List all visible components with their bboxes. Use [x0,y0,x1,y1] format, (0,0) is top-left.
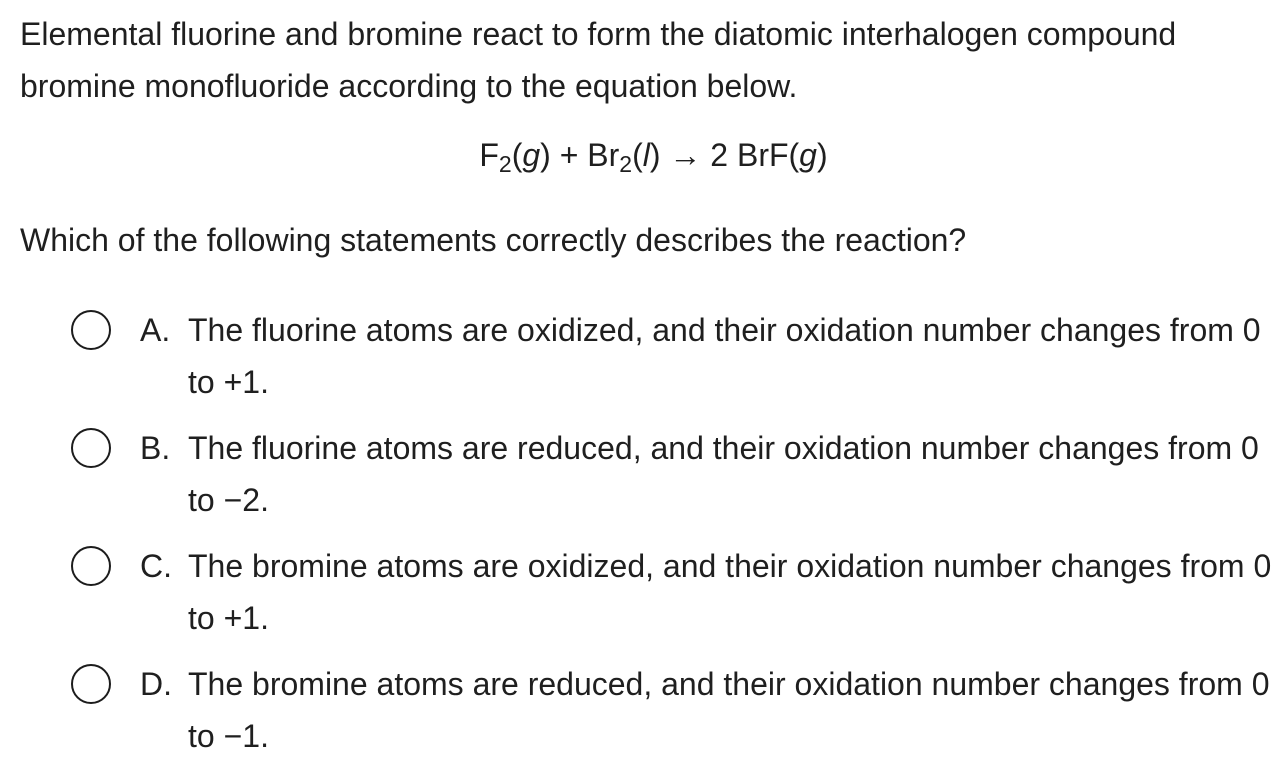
option-radio[interactable] [71,428,111,468]
option-row [20,658,1287,762]
option-row [20,422,1287,526]
equation-token: 2 [619,151,633,177]
equation-token: l [642,137,650,173]
option-row [20,304,1287,408]
equation-token: ) → 2 BrF( [649,137,800,173]
option-letter: D. [140,666,172,702]
option-radio[interactable] [71,546,111,586]
option-text: The fluorine atoms are reduced, and their oxidation number changes from 0 to −2. [188,430,1259,518]
equation-token: ) [816,137,828,173]
equation-token: g [522,137,541,173]
equation-token: ( [632,137,643,173]
option-row [20,540,1287,644]
option-radio[interactable] [71,310,111,350]
equation-token: g [799,137,817,173]
chemical-equation [20,129,1287,190]
equation-token: 2 [498,151,512,177]
equation-token: ( [511,137,523,173]
option-letter: B. [140,430,171,466]
question-intro: Elemental fluorine and bromine react to form the diatomic interhalogen compound bromine monofluoride according to the equation below. [20,16,1177,104]
option-letter: A. [140,312,171,348]
equation-token: ) + Br [540,137,620,173]
option-radio[interactable] [71,664,111,704]
option-letter: C. [140,548,172,584]
option-text: The fluorine atoms are oxidized, and their oxidation number changes from 0 to +1. [188,312,1261,400]
option-text: The bromine atoms are reduced, and their oxidation number changes from 0 to −1. [188,666,1270,754]
options-list [20,304,1287,762]
question-prompt: Which of the following statements correctly describes the reaction? [20,222,967,258]
equation-token: F [479,137,499,173]
option-text: The bromine atoms are oxidized, and their oxidation number changes from 0 to +1. [188,548,1272,636]
